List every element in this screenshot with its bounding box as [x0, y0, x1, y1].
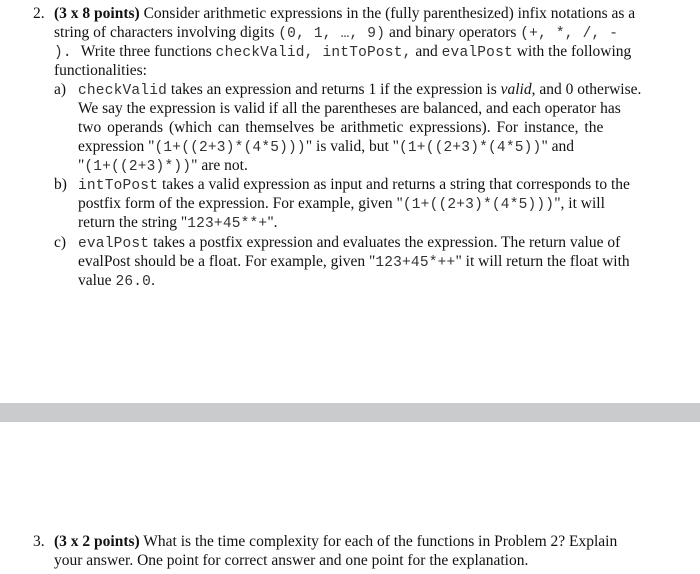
part-c-line-3 — [78, 271, 155, 292]
part-a-line-4 — [78, 137, 574, 158]
intro-text: and binary operators — [385, 24, 521, 41]
part-c-line-1 — [78, 233, 620, 254]
part-a-line-5 — [78, 156, 248, 177]
example-infix-expression: (1+((2+3)*(4*5))) — [402, 197, 555, 213]
intro-text: Write three functions — [80, 43, 216, 60]
part-a-text: expression " — [78, 138, 155, 155]
example-postfix-output: 123+45**+ — [187, 216, 268, 232]
part-c-text: evalPost should be a float. For example, given " — [78, 253, 376, 270]
page-divider — [0, 403, 700, 422]
part-a-line-2: We say the expression is valid if all the parentheses are balanced, and each operator has — [78, 100, 621, 117]
question-2-intro-text: Consider arithmetic expressions in the (fully parenthesized) infix notations as a — [139, 5, 636, 22]
part-a-text: takes an expression and returns 1 if the expression is — [167, 81, 501, 98]
part-a-marker: a) — [54, 81, 67, 98]
part-a-text: " and — [541, 138, 575, 155]
function-name-checkvalid: checkValid — [78, 83, 168, 99]
operators-list-end: ). — [54, 45, 81, 61]
intro-text: string of characters involving digits — [54, 24, 279, 41]
part-b-marker: b) — [54, 176, 67, 193]
digits-list: (0, 1, …, 9) — [278, 26, 386, 42]
question-2-intro-line-3 — [54, 42, 631, 63]
part-b-line-2 — [78, 194, 605, 215]
part-a-text: " are not. — [191, 157, 248, 174]
part-b-text: ". — [267, 214, 278, 231]
part-c-text: value — [78, 272, 116, 289]
part-b-text: ", it will — [554, 195, 605, 212]
example-valid-expression: (1+((2+3)*(4*5))) — [154, 140, 306, 156]
part-c-text: takes a postfix expression and evaluates the expression. The return value of — [149, 234, 621, 251]
part-c-line-2 — [78, 252, 630, 273]
function-name-inttopost: intToPost — [78, 178, 159, 194]
part-b-line-1 — [78, 175, 630, 196]
function-names: checkValid, intToPost, — [215, 45, 412, 61]
operators-list: (+, *, /, - — [520, 26, 619, 42]
question-2-points: (3 x 8 points) — [54, 5, 140, 22]
part-a-text: " is valid, but " — [305, 138, 399, 155]
part-b-line-3 — [78, 213, 278, 234]
part-a-text: " — [78, 157, 85, 174]
part-c-text: " it will return the float with — [455, 253, 630, 270]
valid-word: valid — [500, 81, 532, 98]
question-3-number: 3. — [33, 533, 45, 550]
question-2-number: 2. — [33, 5, 45, 22]
function-name-evalpost: evalPost — [441, 45, 513, 61]
question-3-line-2: your answer. One point for correct answer and one point for the explanation. — [54, 552, 529, 569]
part-c-text: . — [151, 272, 155, 289]
example-postfix-input: 123+45*++ — [375, 255, 456, 271]
question-3-text: What is the time complexity for each of the functions in Problem 2? Explain — [139, 533, 618, 550]
part-a-line-1 — [78, 80, 641, 101]
question-2-intro-line-2 — [54, 23, 618, 44]
intro-text: with the following — [512, 43, 632, 60]
question-2-intro-line-1 — [54, 4, 635, 23]
part-b-text: takes a valid expression as input and returns a string that corresponds to the — [158, 176, 630, 193]
intro-text: and — [411, 43, 442, 60]
question-2-intro-line-4: functionalities: — [54, 62, 147, 79]
example-invalid-expression-2: (1+((2+3)*)) — [84, 159, 192, 175]
function-name-evalpost-c: evalPost — [78, 236, 150, 252]
example-invalid-expression-1: (1+((2+3)*(4*5)) — [399, 140, 542, 156]
part-a-text: , and 0 otherwise. — [531, 81, 642, 98]
question-3-line-1 — [54, 532, 617, 551]
part-c-marker: c) — [54, 234, 67, 251]
example-float-value: 26.0 — [115, 274, 152, 290]
question-3-points: (3 x 2 points) — [54, 533, 140, 550]
part-b-text: return the string " — [78, 214, 188, 231]
part-b-text: postfix form of the expression. For example, given " — [78, 195, 403, 212]
part-a-line-3: two operands (which can themselves be arithmetic expressions). For instance, the — [78, 119, 604, 136]
